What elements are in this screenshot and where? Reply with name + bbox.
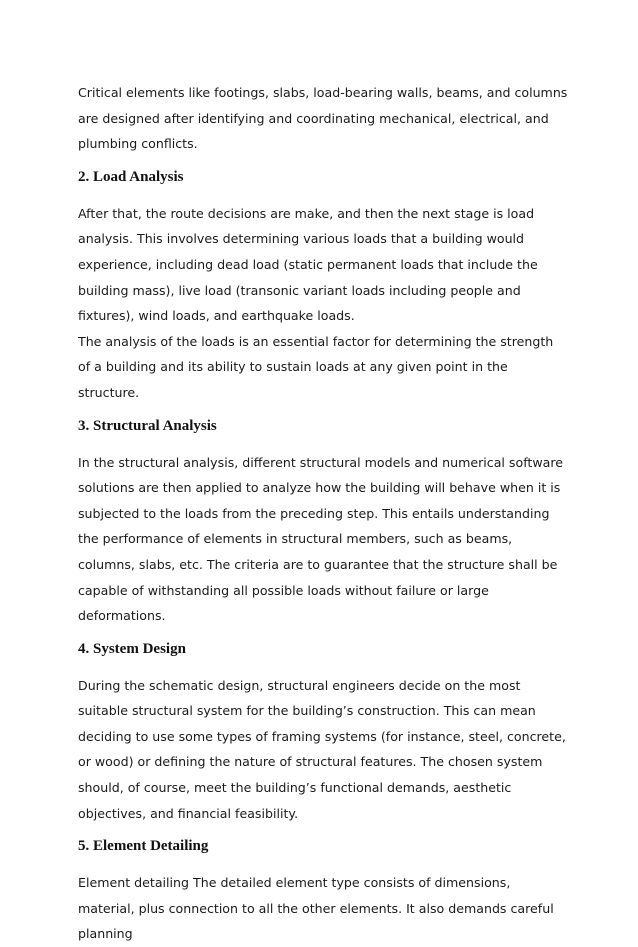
paragraph-intro: Critical elements like footings, slabs, load-bearing walls, beams, and columns are designed after identifying and coordinating mechanical, electrical, and plumbing conflicts. xyxy=(78,85,568,152)
paragraph-element-detailing: Element detailing The detailed element type consists of dimensions, material, plus connection to all the other elements. It also demands careful planning xyxy=(78,875,554,942)
spacer xyxy=(78,406,568,416)
spacer xyxy=(78,659,568,673)
heading-load-analysis: 2. Load Analysis xyxy=(78,168,184,185)
spacer xyxy=(78,157,568,167)
paragraph-load-analysis-2: The analysis of the loads is an essential factor for determining the strength of a building and its ability to sustain loads at any given point in the structure. xyxy=(78,333,554,400)
heading-system-design: 4. System Design xyxy=(78,640,186,657)
heading-structural-analysis: 3. Structural Analysis xyxy=(78,417,217,434)
spacer xyxy=(78,629,568,639)
paragraph-load-analysis: After that, the route decisions are make, and then the next stage is load analysis. This involves determining various loads that a building would experience, including dead load (static permanent loads that include the building mass), live load (transonic variant loads including people and fixtures), wind loads, and earthquake loads. xyxy=(78,205,538,324)
spacer xyxy=(78,856,568,870)
paragraph-system-design: During the schematic design, structural engineers decide on the most suitable structural system for the building’s construction. This can mean deciding to use some types of framing systems (for instance, steel, concrete, or wood) or defining the nature of structural features. The chosen system should, of course, meet the building’s functional demands, aesthetic objectives, and financial feasibility. xyxy=(78,677,566,821)
spacer xyxy=(78,187,568,201)
spacer xyxy=(78,436,568,450)
spacer xyxy=(78,826,568,836)
heading-element-detailing: 5. Element Detailing xyxy=(78,838,209,855)
paragraph-structural-analysis: In the structural analysis, different structural models and numerical software solutions are then applied to analyze how the building will behave when it is subjected to the loads from the preceding step. This entails understanding the performance of elements in structural members, such as beams, columns, slabs, etc. The criteria are to guarantee that the structure shall be capable of withstanding all possible loads without failure or large deformations. xyxy=(78,454,564,624)
document-page xyxy=(78,80,568,947)
